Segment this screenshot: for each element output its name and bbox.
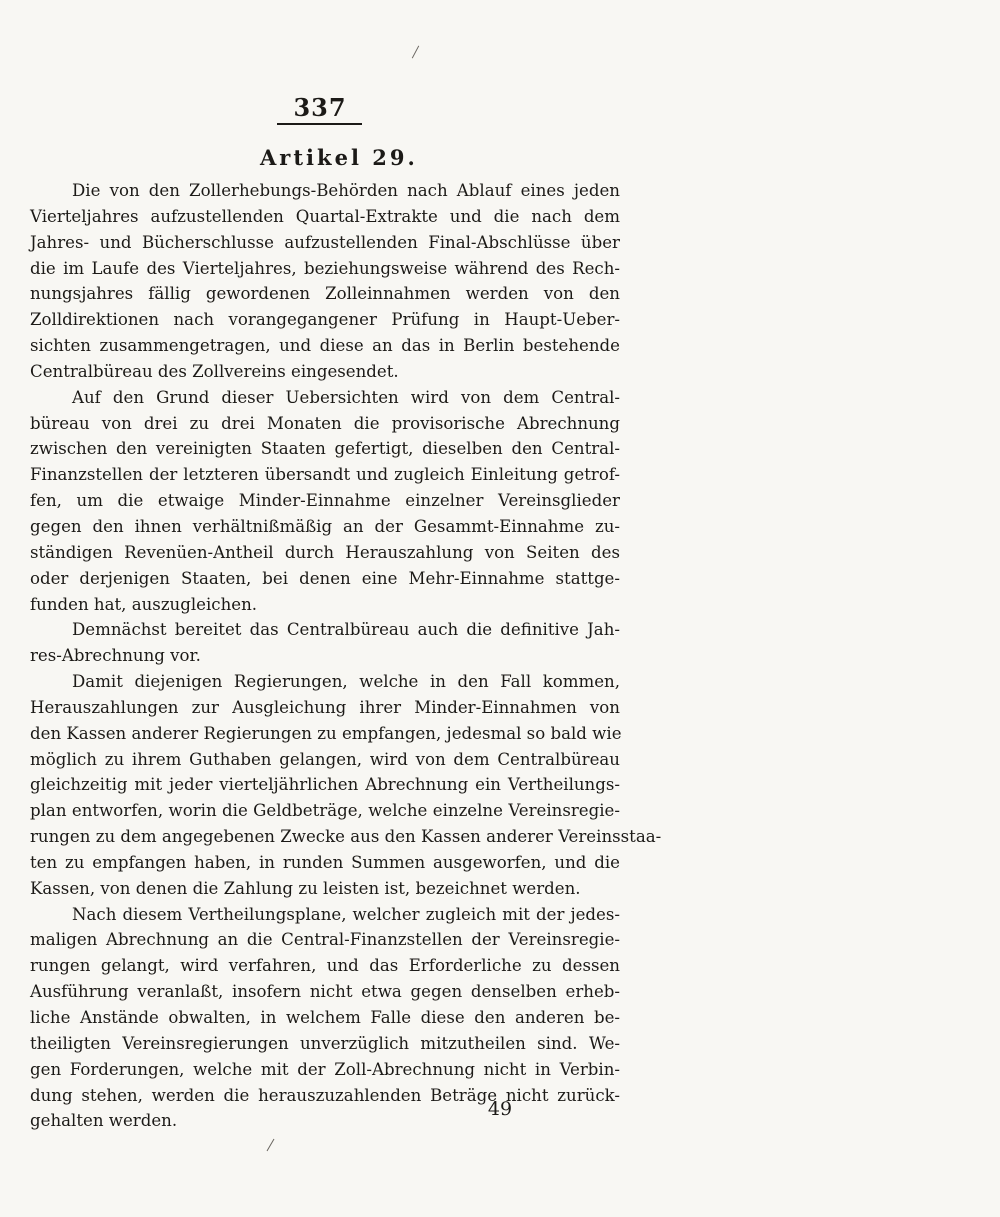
text-line: ständigen Revenüen-Antheil durch Herauszahlung von Seiten des	[30, 542, 620, 562]
text-line: Auf den Grund dieser Uebersichten wird von dem Central-	[72, 387, 620, 407]
text-line: Vierteljahres aufzustellenden Quartal-Extrakte und die nach dem	[30, 206, 620, 226]
text-line: möglich zu ihrem Guthaben gelangen, wird von dem Centralbüreau	[30, 749, 620, 769]
text-line: oder derjenigen Staaten, bei denen eine Mehr-Einnahme stattge-	[30, 568, 620, 588]
stray-mark	[412, 46, 419, 59]
page-number: 337	[293, 93, 347, 122]
text-line: rungen gelangt, wird verfahren, und das Erforderliche zu dessen	[30, 956, 620, 976]
text-line: maligen Abrechnung an die Central-Finanzstellen der Vereinsregie-	[30, 930, 620, 950]
text-line: büreau von drei zu drei Monaten die provisorische Abrechnung	[30, 413, 620, 433]
text-line: Jahres- und Bücherschlusse aufzustellenden Final-Abschlüsse über	[30, 232, 620, 252]
text-line: Finanzstellen der letzteren übersandt und zugleich Einleitung getrof-	[30, 465, 620, 485]
text-line: Die von den Zollerhebungs-Behörden nach Ablauf eines jeden	[72, 181, 620, 200]
text-line: den Kassen anderer Regierungen zu empfangen, jedesmal so bald wie	[30, 723, 622, 743]
text-line: gehalten werden.	[30, 1111, 178, 1131]
text-line: plan entworfen, worin die Geldbeträge, welche einzelne Vereinsregie-	[30, 801, 620, 821]
text-line: Zolldirektionen nach vorangegangener Prüfung in Haupt-Ueber-	[30, 310, 620, 330]
sheet-signature: 49	[487, 1098, 513, 1120]
article-heading: Artikel 29.	[260, 145, 418, 170]
text-line: zwischen den vereinigten Staaten gefertigt, dieselben den Central-	[30, 439, 620, 459]
text-line: Herauszahlungen zur Ausgleichung ihrer Minder-Einnahmen von	[30, 697, 620, 717]
text-line: sichten zusammengetragen, und diese an das in Berlin bestehende	[30, 336, 620, 356]
text-line: fen, um die etwaige Minder-Einnahme einzelner Vereinsglieder	[30, 491, 620, 511]
text-line: nungsjahres fällig gewordenen Zolleinnahmen werden von den	[30, 284, 620, 304]
text-line: Kassen, von denen die Zahlung zu leisten ist, bezeichnet werden.	[30, 878, 581, 898]
text-line: dung stehen, werden die herauszuzahlenden Beträge nicht zurück-	[30, 1085, 620, 1105]
stray-mark	[267, 1139, 275, 1152]
text-line: liche Anstände obwalten, in welchem Falle diese den anderen be-	[30, 1008, 620, 1027]
text-line: gen Forderungen, welche mit der Zoll-Abrechnung nicht in Verbin-	[30, 1059, 620, 1079]
text-line: die im Laufe des Vierteljahres, beziehungsweise während des Rech-	[30, 258, 620, 278]
text-line: Centralbüreau des Zollvereins eingesendet.	[30, 361, 399, 381]
text-line: theiligten Vereinsregierungen unverzüglich mitzutheilen sind. We-	[30, 1033, 620, 1053]
text-line: funden hat, auszugleichen.	[30, 594, 258, 614]
header-rule	[277, 123, 362, 125]
text-line: gegen den ihnen verhältnißmäßig an der Gesammt-Einnahme zu-	[30, 516, 620, 536]
text-line: Ausführung veranlaßt, insofern nicht etwa gegen denselben erheb-	[30, 982, 620, 1002]
text-line: res-Abrechnung vor.	[30, 646, 201, 666]
text-line: gleichzeitig mit jeder vierteljährlichen Abrechnung ein Vertheilungs-	[30, 775, 620, 795]
text-line: rungen zu dem angegebenen Zwecke aus den Kassen anderer Vereinsstaa-	[30, 827, 662, 847]
text-line: Demnächst bereitet das Centralbüreau auch die definitive Jah-	[72, 620, 620, 640]
text-line: Damit diejenigen Regierungen, welche in den Fall kommen,	[72, 672, 620, 692]
text-line: Nach diesem Vertheilungsplane, welcher zugleich mit der jedes-	[72, 904, 620, 924]
text-line: ten zu empfangen haben, in runden Summen ausgeworfen, und die	[30, 852, 620, 872]
